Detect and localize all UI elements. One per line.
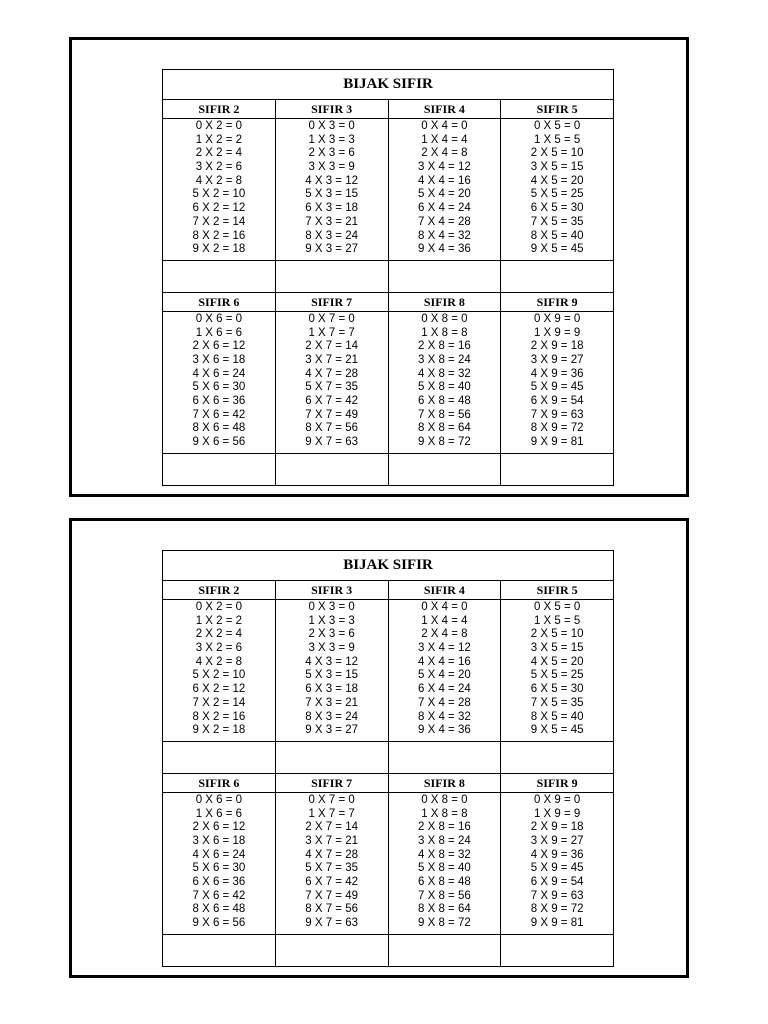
sifir-row: 0 X 8 = 0 bbox=[421, 793, 468, 806]
sifir-header: SIFIR 6 bbox=[163, 293, 275, 312]
sifir-rows bbox=[276, 793, 388, 934]
sifir-row: 3 X 2 = 6 bbox=[195, 161, 243, 174]
sifir-row: 4 X 4 = 16 bbox=[418, 655, 471, 668]
sifir-rows bbox=[276, 600, 388, 741]
sifir-row: 5 X 9 = 45 bbox=[530, 862, 584, 875]
blank-cell bbox=[276, 260, 388, 292]
sifir-header: SIFIR 5 bbox=[501, 581, 613, 600]
sifir-table bbox=[501, 293, 613, 485]
sifir-table bbox=[163, 293, 276, 485]
sifir-row: 4 X 5 = 20 bbox=[530, 655, 584, 668]
sifir-row: 6 X 3 = 18 bbox=[305, 683, 358, 696]
sifir-row: 7 X 6 = 42 bbox=[192, 408, 246, 421]
sifir-row: 7 X 5 = 35 bbox=[530, 215, 584, 228]
sifir-rows bbox=[163, 312, 275, 453]
sifir-row: 0 X 7 = 0 bbox=[308, 793, 355, 806]
sifir-row: 1 X 9 = 9 bbox=[533, 807, 581, 820]
sifir-block bbox=[163, 292, 613, 485]
sifir-row: 1 X 6 = 6 bbox=[195, 807, 243, 820]
sifir-table bbox=[501, 581, 613, 773]
sifir-row: 5 X 6 = 30 bbox=[192, 862, 246, 875]
sifir-row: 3 X 3 = 9 bbox=[308, 642, 355, 655]
sifir-rows bbox=[163, 119, 275, 260]
sifir-row: 2 X 3 = 6 bbox=[308, 147, 355, 160]
sifir-row: 5 X 8 = 40 bbox=[418, 381, 471, 394]
sifir-row: 8 X 3 = 24 bbox=[305, 229, 358, 242]
blank-cell bbox=[389, 260, 501, 292]
sifir-row: 7 X 3 = 21 bbox=[305, 696, 358, 709]
sifir-row: 2 X 7 = 14 bbox=[305, 340, 358, 353]
sifir-row: 1 X 4 = 4 bbox=[421, 133, 468, 146]
blank-cell bbox=[389, 741, 501, 773]
sifir-row: 4 X 9 = 36 bbox=[530, 848, 584, 861]
sifir-row: 9 X 5 = 45 bbox=[530, 724, 584, 737]
sifir-row: 5 X 4 = 20 bbox=[418, 669, 471, 682]
sifir-sheet bbox=[162, 69, 614, 486]
sifir-header: SIFIR 2 bbox=[163, 100, 275, 119]
sifir-row: 2 X 4 = 8 bbox=[421, 147, 468, 160]
sifir-row: 8 X 3 = 24 bbox=[305, 710, 358, 723]
sifir-row: 9 X 7 = 63 bbox=[305, 917, 358, 930]
sifir-row: 8 X 9 = 72 bbox=[530, 903, 584, 916]
sifir-row: 6 X 2 = 12 bbox=[192, 202, 246, 215]
sifir-card bbox=[69, 518, 689, 978]
sifir-row: 5 X 3 = 15 bbox=[305, 669, 358, 682]
sifir-row: 3 X 9 = 27 bbox=[530, 353, 584, 366]
sifir-header: SIFIR 3 bbox=[276, 581, 388, 600]
sifir-row: 0 X 3 = 0 bbox=[308, 601, 355, 613]
sifir-row: 5 X 2 = 10 bbox=[192, 188, 246, 201]
blank-cell bbox=[163, 453, 275, 485]
sifir-header: SIFIR 4 bbox=[389, 581, 501, 600]
sifir-row: 2 X 8 = 16 bbox=[418, 340, 471, 353]
sifir-row: 6 X 2 = 12 bbox=[192, 683, 246, 696]
sifir-row: 1 X 2 = 2 bbox=[195, 133, 243, 146]
sifir-row: 7 X 9 = 63 bbox=[530, 408, 584, 421]
sifir-row: 8 X 8 = 64 bbox=[418, 903, 471, 916]
sifir-row: 0 X 3 = 0 bbox=[308, 120, 355, 132]
sifir-row: 2 X 3 = 6 bbox=[308, 628, 355, 641]
sifir-row: 2 X 5 = 10 bbox=[530, 628, 584, 641]
sifir-row: 4 X 6 = 24 bbox=[192, 848, 246, 861]
sifir-row: 2 X 2 = 4 bbox=[195, 147, 243, 160]
sifir-row: 9 X 5 = 45 bbox=[530, 243, 584, 256]
sifir-grid bbox=[163, 293, 613, 485]
sifir-row: 2 X 6 = 12 bbox=[192, 821, 246, 834]
sifir-row: 1 X 5 = 5 bbox=[533, 133, 581, 146]
sifir-header: SIFIR 9 bbox=[501, 774, 613, 793]
sifir-header: SIFIR 7 bbox=[276, 293, 388, 312]
sifir-row: 6 X 6 = 36 bbox=[192, 876, 246, 888]
sifir-row: 3 X 6 = 18 bbox=[192, 353, 246, 366]
sifir-row: 3 X 2 = 6 bbox=[195, 642, 243, 655]
sheet-title: BIJAK SIFIR bbox=[163, 551, 613, 581]
sifir-table bbox=[276, 774, 389, 966]
sifir-row: 8 X 9 = 72 bbox=[530, 422, 584, 435]
sifir-table bbox=[276, 581, 389, 773]
sifir-row: 6 X 4 = 24 bbox=[418, 202, 471, 215]
sifir-row: 9 X 7 = 63 bbox=[305, 436, 358, 449]
sifir-table bbox=[501, 100, 613, 292]
sifir-row: 7 X 2 = 14 bbox=[192, 696, 246, 709]
sifir-row: 2 X 7 = 14 bbox=[305, 821, 358, 834]
sifir-grid bbox=[163, 100, 613, 292]
sifir-row: 3 X 7 = 21 bbox=[305, 834, 358, 847]
sifir-row: 0 X 2 = 0 bbox=[195, 120, 243, 132]
sifir-row: 7 X 4 = 28 bbox=[418, 696, 471, 709]
sifir-row: 7 X 6 = 42 bbox=[192, 889, 246, 902]
sifir-row: 9 X 2 = 18 bbox=[192, 724, 246, 737]
sifir-row: 0 X 4 = 0 bbox=[421, 601, 468, 613]
sifir-row: 2 X 2 = 4 bbox=[195, 628, 243, 641]
sifir-row: 5 X 7 = 35 bbox=[305, 381, 358, 394]
sifir-row: 1 X 6 = 6 bbox=[195, 326, 243, 339]
sifir-table bbox=[389, 293, 502, 485]
sifir-row: 8 X 6 = 48 bbox=[192, 903, 246, 916]
sifir-row: 7 X 5 = 35 bbox=[530, 696, 584, 709]
blank-cell bbox=[501, 260, 613, 292]
sifir-row: 4 X 3 = 12 bbox=[305, 655, 358, 668]
sifir-row: 1 X 2 = 2 bbox=[195, 614, 243, 627]
sifir-rows bbox=[276, 312, 388, 453]
sifir-row: 2 X 5 = 10 bbox=[530, 147, 584, 160]
sifir-row: 6 X 3 = 18 bbox=[305, 202, 358, 215]
sifir-row: 9 X 3 = 27 bbox=[305, 724, 358, 737]
sifir-row: 4 X 4 = 16 bbox=[418, 174, 471, 187]
sifir-row: 6 X 5 = 30 bbox=[530, 202, 584, 215]
sifir-row: 3 X 7 = 21 bbox=[305, 353, 358, 366]
sifir-row: 6 X 9 = 54 bbox=[530, 876, 584, 888]
sifir-rows bbox=[389, 600, 501, 741]
sifir-row: 6 X 7 = 42 bbox=[305, 876, 358, 888]
sifir-row: 5 X 3 = 15 bbox=[305, 188, 358, 201]
sifir-row: 6 X 8 = 48 bbox=[418, 876, 471, 888]
sifir-header: SIFIR 4 bbox=[389, 100, 501, 119]
sifir-rows bbox=[501, 600, 613, 741]
sifir-row: 6 X 6 = 36 bbox=[192, 395, 246, 407]
sifir-row: 8 X 2 = 16 bbox=[192, 229, 246, 242]
sifir-row: 0 X 4 = 0 bbox=[421, 120, 468, 132]
sifir-card bbox=[69, 37, 689, 497]
sifir-row: 3 X 4 = 12 bbox=[418, 161, 471, 174]
sifir-row: 8 X 8 = 64 bbox=[418, 422, 471, 435]
sheet-title: BIJAK SIFIR bbox=[163, 70, 613, 100]
sifir-row: 2 X 9 = 18 bbox=[530, 340, 584, 353]
sifir-row: 0 X 8 = 0 bbox=[421, 312, 468, 325]
sifir-row: 3 X 6 = 18 bbox=[192, 834, 246, 847]
sifir-header: SIFIR 8 bbox=[389, 774, 501, 793]
sifir-row: 3 X 5 = 15 bbox=[530, 642, 584, 655]
sifir-table bbox=[389, 100, 502, 292]
sifir-row: 1 X 3 = 3 bbox=[308, 133, 355, 146]
sifir-header: SIFIR 3 bbox=[276, 100, 388, 119]
sifir-row: 2 X 9 = 18 bbox=[530, 821, 584, 834]
blank-cell bbox=[276, 453, 388, 485]
sifir-row: 5 X 4 = 20 bbox=[418, 188, 471, 201]
sifir-row: 9 X 6 = 56 bbox=[192, 436, 246, 449]
sifir-row: 9 X 4 = 36 bbox=[418, 243, 471, 256]
sifir-row: 9 X 9 = 81 bbox=[530, 917, 584, 930]
sifir-row: 4 X 6 = 24 bbox=[192, 367, 246, 380]
sifir-row: 7 X 8 = 56 bbox=[418, 408, 471, 421]
sifir-row: 8 X 7 = 56 bbox=[305, 422, 358, 435]
sifir-row: 8 X 5 = 40 bbox=[530, 229, 584, 242]
sifir-row: 1 X 9 = 9 bbox=[533, 326, 581, 339]
sifir-table bbox=[163, 100, 276, 292]
sifir-rows bbox=[276, 119, 388, 260]
sifir-grid bbox=[163, 581, 613, 773]
sifir-row: 0 X 6 = 0 bbox=[195, 793, 243, 806]
sifir-row: 4 X 2 = 8 bbox=[195, 655, 243, 668]
blank-cell bbox=[501, 741, 613, 773]
sifir-row: 4 X 3 = 12 bbox=[305, 174, 358, 187]
sifir-row: 3 X 5 = 15 bbox=[530, 161, 584, 174]
sifir-table bbox=[163, 581, 276, 773]
sifir-row: 8 X 4 = 32 bbox=[418, 229, 471, 242]
sifir-row: 5 X 5 = 25 bbox=[530, 188, 584, 201]
blank-cell bbox=[501, 453, 613, 485]
sifir-row: 1 X 8 = 8 bbox=[421, 326, 468, 339]
sifir-row: 7 X 7 = 49 bbox=[305, 889, 358, 902]
sifir-row: 3 X 8 = 24 bbox=[418, 834, 471, 847]
sifir-row: 4 X 2 = 8 bbox=[195, 174, 243, 187]
sifir-row: 0 X 5 = 0 bbox=[533, 120, 581, 132]
sifir-row: 5 X 2 = 10 bbox=[192, 669, 246, 682]
sifir-row: 2 X 4 = 8 bbox=[421, 628, 468, 641]
sifir-header: SIFIR 6 bbox=[163, 774, 275, 793]
sifir-row: 9 X 8 = 72 bbox=[418, 436, 471, 449]
sifir-row: 6 X 7 = 42 bbox=[305, 395, 358, 407]
sifir-table bbox=[163, 774, 276, 966]
sifir-rows bbox=[501, 312, 613, 453]
sifir-row: 9 X 9 = 81 bbox=[530, 436, 584, 449]
sifir-row: 4 X 5 = 20 bbox=[530, 174, 584, 187]
sifir-row: 7 X 9 = 63 bbox=[530, 889, 584, 902]
sifir-row: 8 X 4 = 32 bbox=[418, 710, 471, 723]
sifir-header: SIFIR 8 bbox=[389, 293, 501, 312]
sifir-row: 1 X 8 = 8 bbox=[421, 807, 468, 820]
sifir-row: 4 X 8 = 32 bbox=[418, 848, 471, 861]
sifir-row: 1 X 7 = 7 bbox=[308, 807, 355, 820]
blank-cell bbox=[501, 934, 613, 966]
sifir-rows bbox=[501, 119, 613, 260]
sifir-row: 0 X 9 = 0 bbox=[533, 312, 581, 325]
sifir-row: 2 X 6 = 12 bbox=[192, 340, 246, 353]
sifir-row: 8 X 5 = 40 bbox=[530, 710, 584, 723]
blank-cell bbox=[163, 934, 275, 966]
sifir-row: 7 X 7 = 49 bbox=[305, 408, 358, 421]
sifir-row: 5 X 8 = 40 bbox=[418, 862, 471, 875]
sifir-rows bbox=[163, 600, 275, 741]
sifir-row: 6 X 4 = 24 bbox=[418, 683, 471, 696]
sifir-row: 6 X 8 = 48 bbox=[418, 395, 471, 407]
sifir-table bbox=[501, 774, 613, 966]
sifir-rows bbox=[501, 793, 613, 934]
sifir-row: 1 X 7 = 7 bbox=[308, 326, 355, 339]
sifir-rows bbox=[163, 793, 275, 934]
sifir-table bbox=[276, 293, 389, 485]
sifir-row: 9 X 2 = 18 bbox=[192, 243, 246, 256]
sifir-row: 5 X 7 = 35 bbox=[305, 862, 358, 875]
blank-cell bbox=[389, 453, 501, 485]
sifir-block bbox=[163, 581, 613, 773]
sifir-row: 9 X 4 = 36 bbox=[418, 724, 471, 737]
sifir-grid bbox=[163, 774, 613, 966]
sifir-row: 2 X 8 = 16 bbox=[418, 821, 471, 834]
sifir-row: 8 X 2 = 16 bbox=[192, 710, 246, 723]
sifir-row: 3 X 9 = 27 bbox=[530, 834, 584, 847]
sifir-row: 9 X 3 = 27 bbox=[305, 243, 358, 256]
sifir-sheet bbox=[162, 550, 614, 967]
sifir-header: SIFIR 9 bbox=[501, 293, 613, 312]
sifir-header: SIFIR 5 bbox=[501, 100, 613, 119]
blank-cell bbox=[163, 260, 275, 292]
sifir-row: 0 X 2 = 0 bbox=[195, 601, 243, 613]
sifir-row: 0 X 9 = 0 bbox=[533, 793, 581, 806]
sifir-row: 6 X 9 = 54 bbox=[530, 395, 584, 407]
sifir-row: 9 X 8 = 72 bbox=[418, 917, 471, 930]
sifir-rows bbox=[389, 119, 501, 260]
blank-cell bbox=[276, 934, 388, 966]
sifir-block bbox=[163, 773, 613, 966]
sifir-table bbox=[276, 100, 389, 292]
sifir-row: 5 X 9 = 45 bbox=[530, 381, 584, 394]
sifir-rows bbox=[389, 793, 501, 934]
sifir-row: 4 X 7 = 28 bbox=[305, 367, 358, 380]
sifir-row: 4 X 8 = 32 bbox=[418, 367, 471, 380]
sifir-row: 8 X 7 = 56 bbox=[305, 903, 358, 916]
sifir-block bbox=[163, 100, 613, 292]
sifir-row: 3 X 4 = 12 bbox=[418, 642, 471, 655]
sifir-rows bbox=[389, 312, 501, 453]
sifir-row: 0 X 5 = 0 bbox=[533, 601, 581, 613]
sifir-table bbox=[389, 774, 502, 966]
sifir-row: 3 X 8 = 24 bbox=[418, 353, 471, 366]
blank-cell bbox=[276, 741, 388, 773]
blank-cell bbox=[163, 741, 275, 773]
sifir-row: 7 X 2 = 14 bbox=[192, 215, 246, 228]
sifir-row: 5 X 5 = 25 bbox=[530, 669, 584, 682]
sifir-row: 5 X 6 = 30 bbox=[192, 381, 246, 394]
sifir-row: 0 X 6 = 0 bbox=[195, 312, 243, 325]
sifir-row: 6 X 5 = 30 bbox=[530, 683, 584, 696]
sifir-header: SIFIR 7 bbox=[276, 774, 388, 793]
sifir-header: SIFIR 2 bbox=[163, 581, 275, 600]
sifir-row: 8 X 6 = 48 bbox=[192, 422, 246, 435]
sifir-row: 1 X 3 = 3 bbox=[308, 614, 355, 627]
sifir-row: 7 X 4 = 28 bbox=[418, 215, 471, 228]
sifir-row: 1 X 4 = 4 bbox=[421, 614, 468, 627]
sifir-row: 1 X 5 = 5 bbox=[533, 614, 581, 627]
blank-cell bbox=[389, 934, 501, 966]
sifir-row: 9 X 6 = 56 bbox=[192, 917, 246, 930]
sifir-table bbox=[389, 581, 502, 773]
sifir-row: 4 X 7 = 28 bbox=[305, 848, 358, 861]
sifir-row: 0 X 7 = 0 bbox=[308, 312, 355, 325]
sifir-row: 7 X 3 = 21 bbox=[305, 215, 358, 228]
sifir-row: 4 X 9 = 36 bbox=[530, 367, 584, 380]
sifir-row: 3 X 3 = 9 bbox=[308, 161, 355, 174]
sifir-row: 7 X 8 = 56 bbox=[418, 889, 471, 902]
